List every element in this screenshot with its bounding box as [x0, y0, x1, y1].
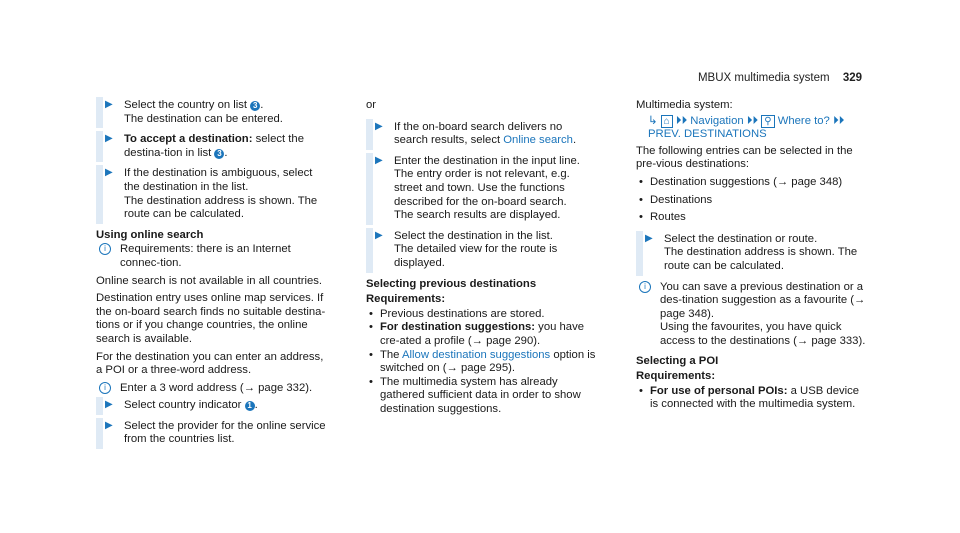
- arrow-icon: ▶: [645, 232, 653, 244]
- column-1: [96, 99, 328, 454]
- arrow-icon: ▶: [375, 229, 383, 241]
- list-item: • The multimedia system has already gathered sufficient data in order to show destination suggestions.: [366, 376, 598, 417]
- section-heading: Selecting previous destinations: [366, 277, 537, 290]
- step-result: The destination can be entered.: [124, 112, 283, 125]
- return-arrow-icon: ↳: [648, 114, 658, 127]
- item-bold: For use of personal POIs:: [650, 384, 788, 397]
- arrow-icon: ▶: [105, 167, 113, 179]
- step-result: The destination address is shown. The route can be calculated.: [664, 246, 858, 272]
- or-text: or: [366, 99, 377, 111]
- step: [96, 167, 328, 221]
- list-item: [636, 385, 868, 412]
- note: [96, 243, 328, 270]
- list-item: • Destination suggestions (→ page 348): [636, 176, 868, 190]
- item-text: The: [380, 348, 402, 361]
- note-text: Requirements: there is an Internet connec-tion.: [120, 243, 291, 269]
- arrow-icon: ▶: [105, 399, 113, 411]
- number-badge: 1: [245, 401, 255, 411]
- step-text: Select the destination or route.: [664, 232, 818, 245]
- step-tail: .: [224, 146, 228, 159]
- section-heading: Using online search: [96, 228, 204, 241]
- number-badge: 3: [250, 101, 260, 111]
- requirements-label: Requirements:: [366, 293, 446, 306]
- note: [636, 281, 868, 349]
- step: [96, 420, 328, 447]
- page-header: [698, 72, 862, 86]
- step-text: Select the provider for the online service from the countries list.: [124, 419, 326, 446]
- navigation-menu-item[interactable]: Navigation: [690, 114, 744, 127]
- menu-path: [636, 115, 868, 142]
- chevron-icon: ⏵⏵: [675, 114, 688, 127]
- paragraph: The following entries can be selected in the pre-vious destinations:: [636, 144, 853, 171]
- arrow-icon: ▶: [105, 99, 113, 110]
- requirements-list: [636, 385, 868, 412]
- online-search-link[interactable]: Online search: [503, 134, 573, 147]
- item-bold: For destination suggestions:: [380, 321, 536, 334]
- item-text: you have cre-ated a profile (→ page 290).: [380, 321, 585, 347]
- step: [96, 399, 328, 413]
- number-badge: 3: [214, 149, 224, 159]
- list-item: [366, 321, 598, 348]
- list-item: • Routes: [636, 211, 868, 225]
- step: [636, 233, 868, 274]
- note-text: You can save a previous destination or a des-tination suggestion as a favourite (→ page 348).: [660, 280, 866, 320]
- step-bold: To accept a destination:: [124, 133, 253, 146]
- prev-destinations-menu-item[interactable]: PREV. DESTINATIONS: [648, 128, 767, 141]
- info-icon: i: [639, 281, 651, 293]
- chevron-icon: ⏵⏵: [746, 114, 759, 127]
- step-tail: .: [254, 399, 258, 412]
- chevron-icon: ⏵⏵: [832, 114, 845, 127]
- note-text: Enter a 3 word address (→ page 332).: [120, 381, 313, 394]
- step-text: Select the destination in the list.: [394, 229, 553, 242]
- requirements-label: Requirements:: [636, 370, 716, 383]
- paragraph: For the destination you can enter an address, a POI or a three-word address.: [96, 350, 324, 377]
- paragraph: Destination entry uses online map services. If the on-board search finds no suitable destina-tions or if you change countries, the online search is available.: [96, 292, 326, 345]
- list-item: • Previous destinations are stored.: [366, 308, 598, 322]
- arrow-icon: ▶: [375, 154, 383, 166]
- list-item: • Destinations: [636, 194, 868, 208]
- step-text: If the destination is ambiguous, select the destination in the list.: [124, 167, 313, 193]
- step: [96, 133, 328, 160]
- arrow-icon: ▶: [375, 120, 383, 132]
- step: [96, 99, 328, 126]
- step-text: Select country indicator: [124, 399, 245, 412]
- arrow-icon: ▶: [105, 419, 113, 431]
- note: [96, 382, 328, 396]
- item-text: option is switched on (→ page 295).: [380, 348, 596, 375]
- arrow-icon: ▶: [105, 133, 113, 145]
- step-text: select the destina-tion in list: [124, 133, 304, 159]
- step-text: If the on-board search delivers no search results, select: [394, 120, 563, 147]
- search-icon[interactable]: ⚲: [761, 115, 774, 128]
- note-text: Using the favourites, you have quick access to the destinations (→ page 333).: [660, 321, 866, 347]
- list-item: [366, 349, 598, 376]
- header-title: MBUX multimedia system: [697, 72, 830, 84]
- step-tail: .: [260, 99, 264, 111]
- item-text: a USB device is connected with the multimedia system.: [650, 384, 860, 411]
- allow-destination-suggestions-link[interactable]: Allow destination suggestions: [401, 348, 551, 361]
- step-text: Enter the destination in the input line. The entry order is not relevant, e.g. street and town. Use the functions described for the on-board search.: [394, 154, 580, 208]
- entries-list: [636, 176, 868, 225]
- step-result: The detailed view for the route is displayed.: [394, 243, 558, 269]
- paragraph: Online search is not available in all countries.: [96, 274, 323, 287]
- step: [366, 230, 598, 271]
- info-icon: i: [99, 382, 111, 394]
- step-text: Select the country on list: [124, 99, 251, 111]
- info-icon: i: [99, 243, 111, 255]
- intro-text: Multimedia system:: [636, 99, 733, 111]
- where-to-menu-item[interactable]: Where to?: [777, 114, 830, 127]
- step: [366, 155, 598, 223]
- requirements-list: [366, 308, 598, 417]
- column-3: [636, 99, 868, 412]
- step: [366, 121, 598, 148]
- step-result: The destination address is shown. The route can be calculated.: [124, 194, 318, 221]
- page-number: 329: [842, 72, 862, 84]
- home-icon[interactable]: ⌂: [661, 115, 673, 128]
- step-tail: .: [572, 134, 577, 147]
- section-heading: Selecting a POI: [636, 354, 719, 367]
- column-2: [366, 99, 598, 416]
- step-result: The search results are displayed.: [394, 209, 561, 222]
